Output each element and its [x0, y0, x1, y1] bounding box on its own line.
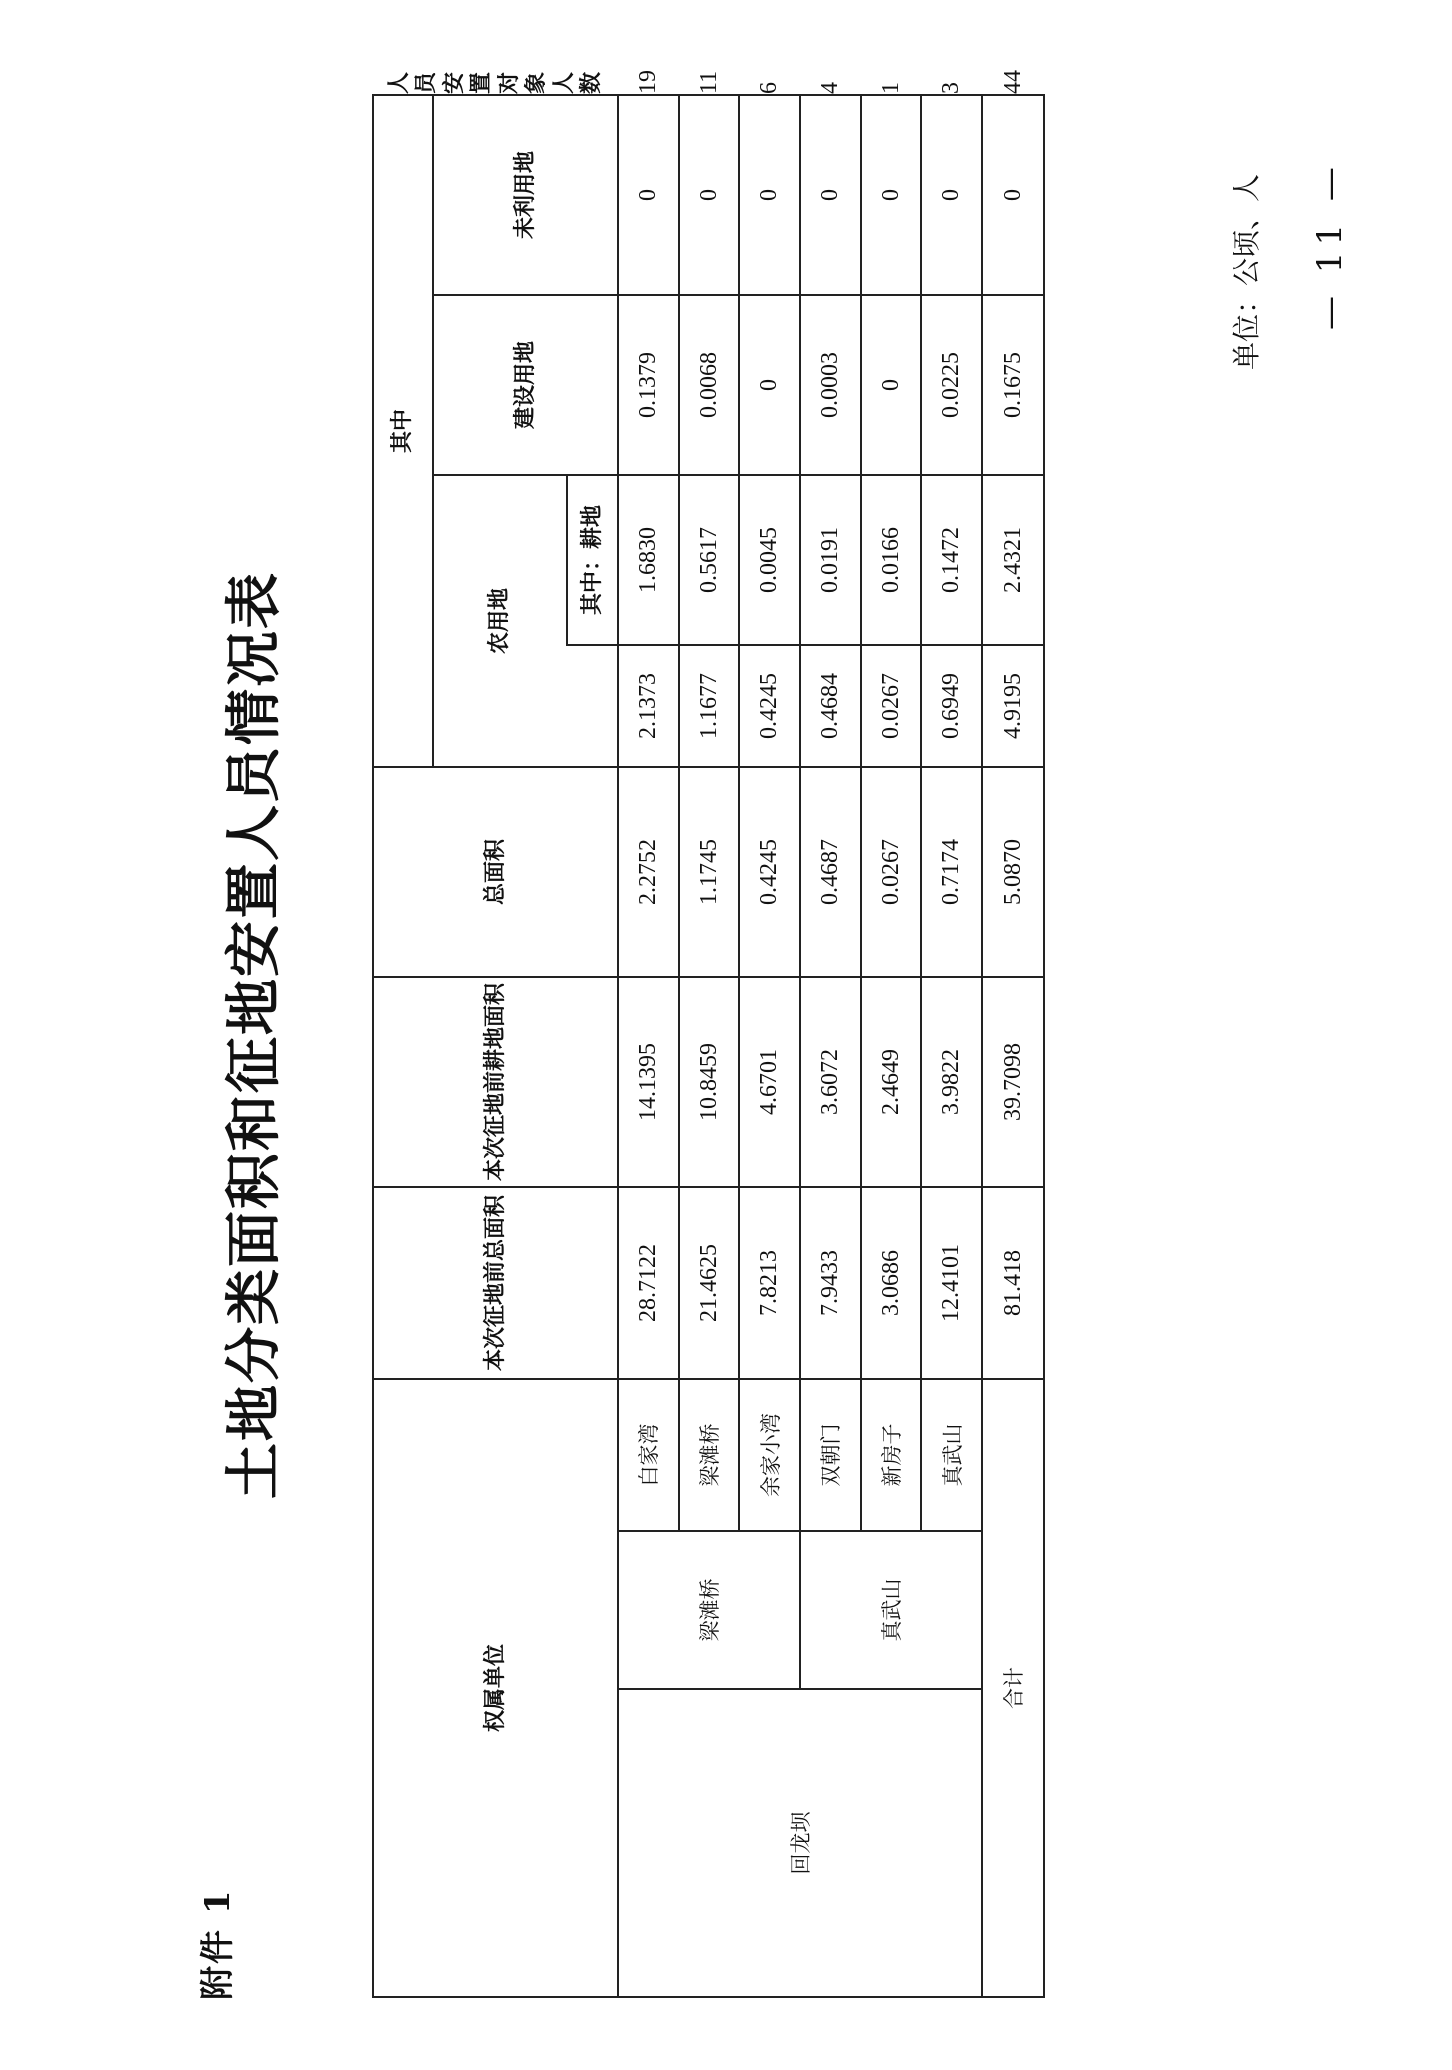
cell-total-before: 28.7122	[618, 1187, 679, 1379]
cell-construction: 0	[739, 295, 800, 475]
cell-total-before: 3.0686	[861, 1187, 922, 1379]
header-unused: 未利用地	[433, 95, 618, 295]
header-total-before: 本次征地前总面积	[373, 1187, 618, 1379]
cell-total-area: 0.7174	[921, 767, 982, 977]
cell-agri: 2.1373	[618, 645, 679, 767]
header-agri: 农用地	[433, 475, 568, 767]
header-agri-farmland: 其中：耕地	[567, 475, 618, 645]
cell-unused: 0	[679, 95, 740, 295]
attachment-label: 附件 1	[198, 1888, 238, 2000]
cell-total-area: 1.1745	[679, 767, 740, 977]
total-label: 合计	[982, 1379, 1044, 1997]
cell-farmland-before: 3.6072	[800, 977, 861, 1187]
cell-agri: 0.0267	[861, 645, 922, 767]
cell-agri: 0.4684	[800, 645, 861, 767]
cell-total-before: 12.4101	[921, 1187, 982, 1379]
cell-total-area: 2.2752	[618, 767, 679, 977]
total-agri: 4.9195	[982, 645, 1044, 767]
cell-total-before: 7.8213	[739, 1187, 800, 1379]
unit-label: 单位：公顷、人	[1230, 173, 1263, 370]
header-agri-spacer	[567, 645, 618, 767]
cell-unused: 0	[861, 95, 922, 295]
cell-farmland: 0.0045	[739, 475, 800, 645]
cell-unused: 0	[921, 95, 982, 295]
row-name: 余家小湾	[739, 1379, 800, 1531]
cell-farmland: 0.5617	[679, 475, 740, 645]
total-total-before: 81.418	[982, 1187, 1044, 1379]
cell-farmland: 1.6830	[618, 475, 679, 645]
page-number: — 11 —	[1310, 161, 1350, 330]
cell-agri: 0.6949	[921, 645, 982, 767]
row-name: 双朝门	[800, 1379, 861, 1531]
cell-farmland-before: 4.6701	[739, 977, 800, 1187]
row-name: 真武山	[921, 1379, 982, 1531]
total-total-area: 5.0870	[982, 767, 1044, 977]
total-unused: 0	[982, 95, 1044, 295]
cell-total-area: 0.0267	[861, 767, 922, 977]
total-construction: 0.1675	[982, 295, 1044, 475]
total-farmland: 2.4321	[982, 475, 1044, 645]
header-construction: 建设用地	[433, 295, 618, 475]
cell-unused: 0	[739, 95, 800, 295]
group-zhenwushan: 真武山	[800, 1531, 982, 1689]
land-table: 权属单位 本次征地前总面积 本次征地前耕地面积 总面积 其中 人员安置对象人数 农用地 建设用地 未利用地 其中：耕地 回龙坝 梁滩桥 白家湾 28.7122 14.1395 2.2752 2.1373 1.6830 0.1379 0 19 梁滩桥 21.4625 10.8459 1.1745 1.1677 0.5617 0.0068 0 11 余家小湾 7.8213 4.6701 0.4245 0.4245 0.0045 0 0 6 真武山 双朝门 7.9433 3.6072 0.4687 0.4684 0.0191 0.0003 0 4 新房子 3.0686 2.4649 0.0267 0.0267 0.0166 0 0 1 真武山 12.4101 3.9822 0.7174 0.6949 0.1472 0.0225 0 3 合计 81.418 39.7098 5.0870 4.9195 2.4321 0.1675 0 44	[372, 94, 1045, 1998]
cell-farmland-before: 2.4649	[861, 977, 922, 1187]
cell-construction: 0.0068	[679, 295, 740, 475]
cell-total-before: 21.4625	[679, 1187, 740, 1379]
cell-farmland-before: 10.8459	[679, 977, 740, 1187]
cell-construction: 0.1379	[618, 295, 679, 475]
row-name: 梁滩桥	[679, 1379, 740, 1531]
group-liangtanqiao: 梁滩桥	[618, 1531, 800, 1689]
cell-construction: 0.0225	[921, 295, 982, 475]
cell-farmland: 0.1472	[921, 475, 982, 645]
header-total-area: 总面积	[373, 767, 618, 977]
cell-total-before: 7.9433	[800, 1187, 861, 1379]
cell-agri: 1.1677	[679, 645, 740, 767]
cell-farmland-before: 14.1395	[618, 977, 679, 1187]
header-of-which: 其中	[373, 95, 433, 767]
cell-farmland-before: 3.9822	[921, 977, 982, 1187]
header-owner: 权属单位	[373, 1379, 618, 1997]
cell-farmland: 0.0191	[800, 475, 861, 645]
header-farmland-before: 本次征地前耕地面积	[373, 977, 618, 1187]
cell-construction: 0.0003	[800, 295, 861, 475]
cell-total-area: 0.4245	[739, 767, 800, 977]
cell-unused: 0	[618, 95, 679, 295]
cell-agri: 0.4245	[739, 645, 800, 767]
cell-unused: 0	[800, 95, 861, 295]
cell-construction: 0	[861, 295, 922, 475]
group-town: 回龙坝	[618, 1689, 982, 1997]
cell-farmland: 0.0166	[861, 475, 922, 645]
row-name: 白家湾	[618, 1379, 679, 1531]
total-farmland-before: 39.7098	[982, 977, 1044, 1187]
row-name: 新房子	[861, 1379, 922, 1531]
cell-total-area: 0.4687	[800, 767, 861, 977]
page-title: 土地分类面积和征地安置人员情况表	[221, 571, 287, 1499]
